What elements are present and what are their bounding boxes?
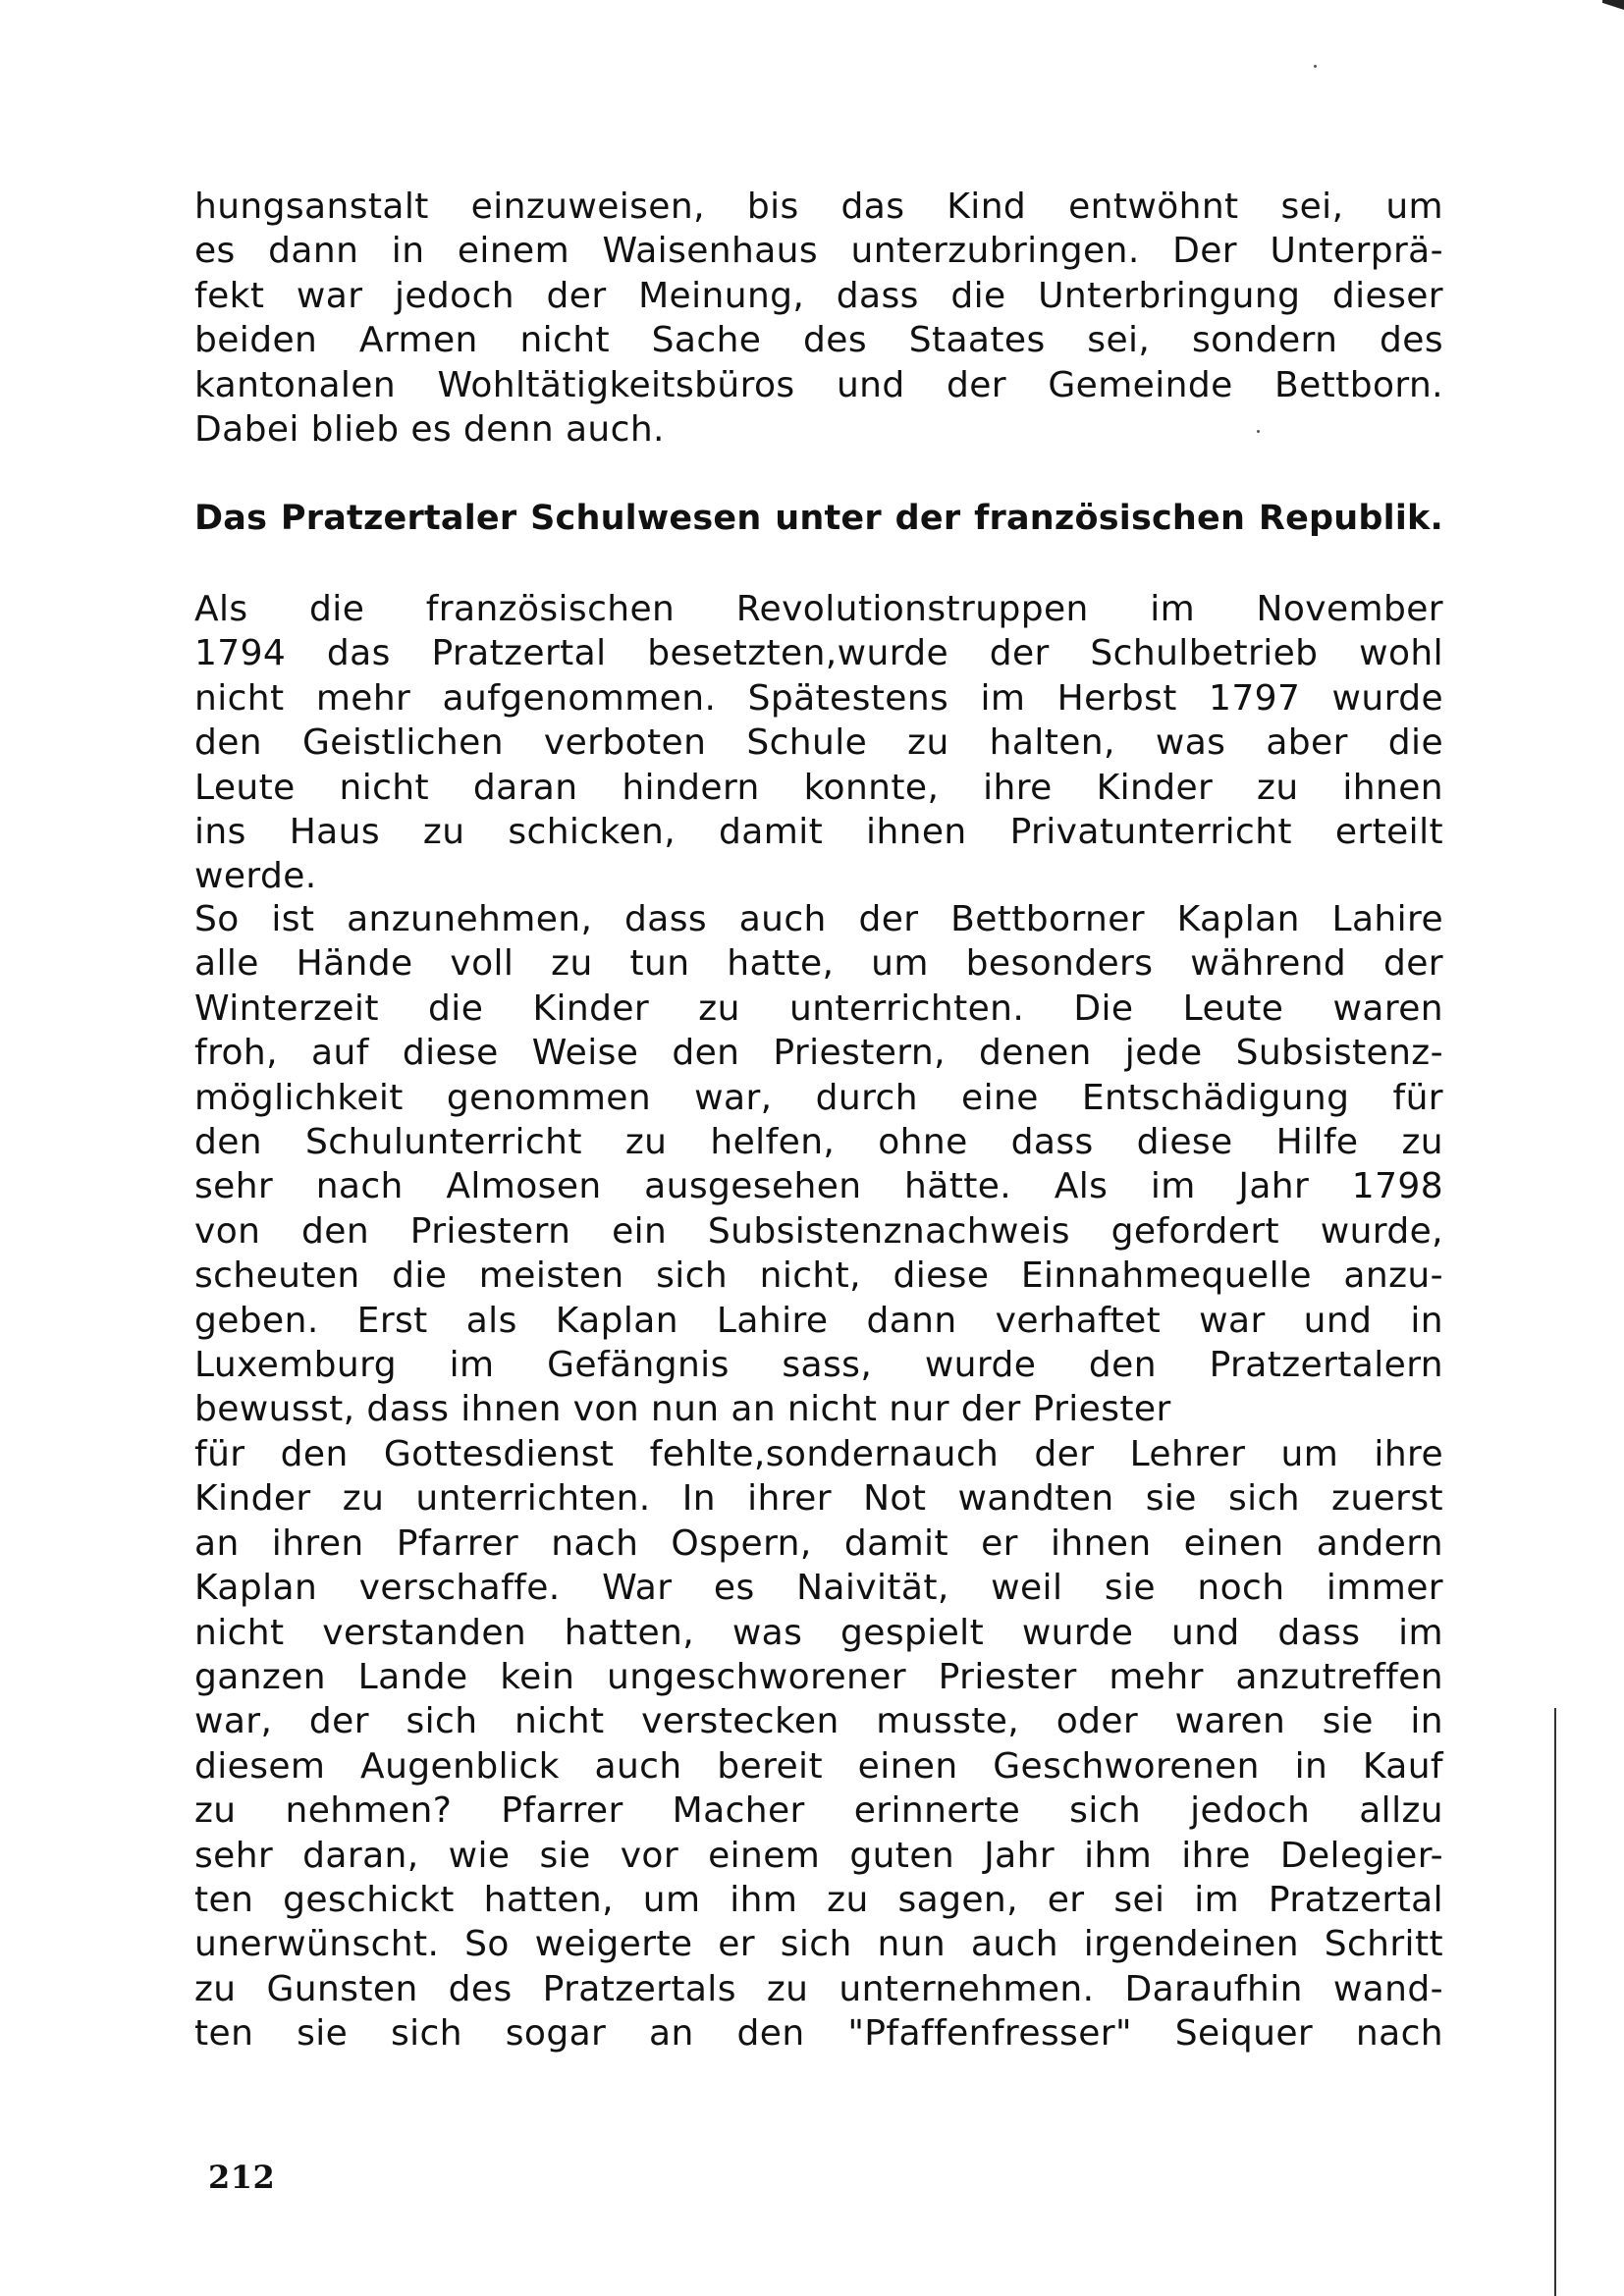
text-line: froh, auf diese Weise den Priestern, denen jede Subsistenz- [194,1033,1443,1074]
text-line: unerwünscht. So weigerte er sich nun auch irgendeinen Schritt [194,1924,1443,1965]
text-line: Kinder zu unterrichten. In ihrer Not wandten sie sich zuerst [194,1478,1443,1520]
text-line: So ist anzunehmen, dass auch der Bettborner Kaplan Lahire [194,899,1443,939]
text-line: den Schulunterricht zu helfen, ohne dass diese Hilfe zu [194,1122,1443,1163]
paragraph-3 [194,897,1443,2056]
text-line: 1794 das Pratzertal besetzten,wurde der Schulbetrieb wohl [194,633,1443,674]
text-line: ganzen Lande kein ungeschworener Priester mehr anzutreffen [194,1656,1443,1697]
text-line: zu Gunsten des Pratzertals zu unternehmen. Daraufhin wand- [194,1968,1443,2009]
text-line: von den Priestern ein Subsistenznachweis gefordert wurde, [194,1210,1443,1252]
paragraph-1 [194,185,1443,452]
text-line: Als die französischen Revolutionstruppen im November [194,589,1443,629]
text-line: sehr daran, wie sie vor einem guten Jahr ihm ihre Delegier- [194,1835,1443,1876]
scan-edge-line [1554,1708,1556,2296]
text-line: möglichkeit genommen war, durch eine Entschädigung für [194,1077,1443,1118]
text-line: werde. [194,856,317,897]
text-line: hungsanstalt einzuweisen, bis das Kind entwöhnt sei, um [194,187,1443,227]
text-line: sehr nach Almosen ausgesehen hätte. Als im Jahr 1798 [194,1166,1443,1207]
text-line: alle Hände voll zu tun hatte, um besonders während der [194,943,1443,985]
page-number: 212 [208,2159,276,2196]
text-line: diesem Augenblick auch bereit einen Geschworenen in Kauf [194,1745,1443,1787]
text-line: Dabei blieb es denn auch. [194,409,665,451]
text-line: den Geistlichen verboten Schule zu halten, was aber die [194,722,1443,764]
text-line: fekt war jedoch der Meinung, dass die Unterbringung dieser [194,275,1443,316]
text-line: ten sie sich sogar an den "Pfaffenfresser" Seiquer nach [194,2013,1443,2055]
text-line: nicht mehr aufgenommen. Spätestens im Herbst 1797 wurde [194,677,1443,719]
scan-edge-mark [1602,0,1624,10]
text-line: kantonalen Wohltätigkeitsbüros und der Gemeinde Bettborn. [194,364,1443,405]
text-line: war, der sich nicht verstecken musste, oder waren sie in [194,1701,1443,1742]
text-line: geben. Erst als Kaplan Lahire dann verhaftet war und in [194,1300,1443,1341]
text-line: Leute nicht daran hindern konnte, ihre Kinder zu ihnen [194,767,1443,808]
scan-speck [1314,65,1317,68]
text-line: für den Gottesdienst fehlte,sondernauch der Lehrer um ihre [194,1433,1443,1474]
text-line: zu nehmen? Pfarrer Macher erinnerte sich jedoch allzu [194,1790,1443,1832]
text-line: an ihren Pfarrer nach Ospern, damit er ihnen einen andern [194,1522,1443,1564]
text-line: beiden Armen nicht Sache des Staates sei, sondern des [194,320,1443,361]
paragraph-2 [194,587,1443,899]
text-line: ins Haus zu schicken, damit ihnen Privatunterricht erteilt [194,812,1443,853]
text-line: nicht verstanden hatten, was gespielt wurde und dass im [194,1612,1443,1653]
text-line: Luxemburg im Gefängnis sass, wurde den Pratzertalern [194,1345,1443,1386]
text-line: Kaplan verschaffe. War es Naivität, weil sie noch immer [194,1568,1443,1609]
text-line: bewusst, dass ihnen von nun an nicht nur der Priester [194,1389,1171,1430]
text-line: scheuten die meisten sich nicht, diese Einnahmequelle anzu- [194,1255,1443,1297]
text-line: es dann in einem Waisenhaus unterzubringen. Der Unterprä- [194,231,1443,272]
section-heading: Das Pratzertaler Schulwesen unter der französischen Republik. [194,499,1443,538]
text-line: Winterzeit die Kinder zu unterrichten. Die Leute waren [194,988,1443,1029]
text-line: ten geschickt hatten, um ihm zu sagen, er sei im Pratzertal [194,1879,1443,1920]
